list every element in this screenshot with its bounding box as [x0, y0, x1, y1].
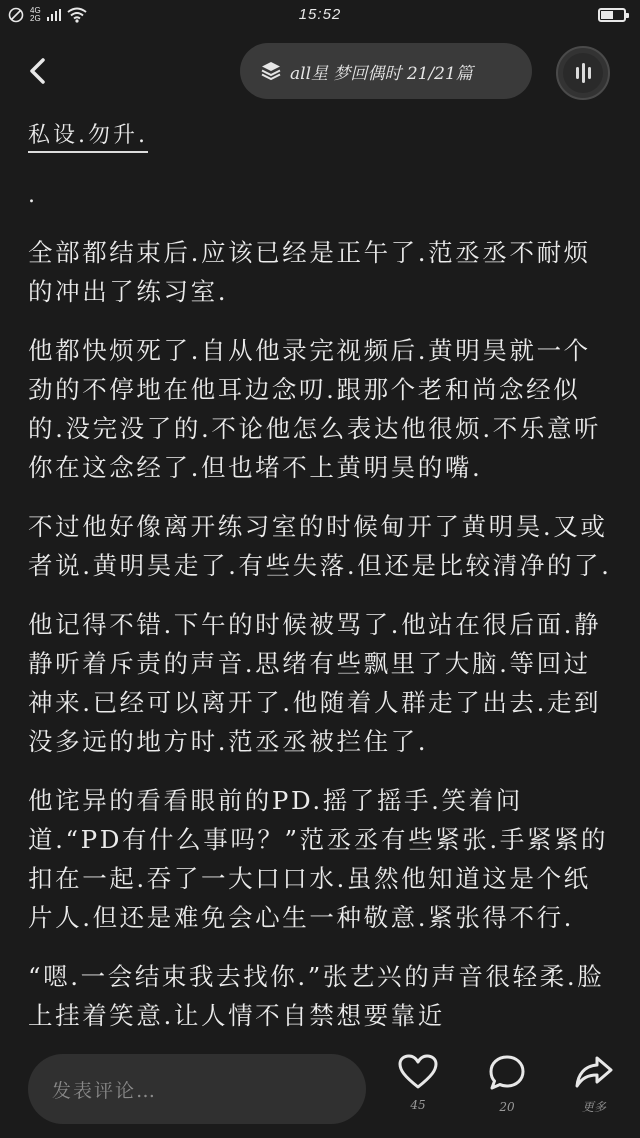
chevron-left-icon [28, 58, 46, 84]
article-paragraph: 他都快烦死了.自从他录完视频后.黄明昊就一个劲的不停地在他耳边念叨.跟那个老和尚念经似的.没完没了的.不论他怎么表达他很烦.不乐意听你在这念经了.但也堵不上黄明昊的嘴. [28, 336, 602, 482]
collection-title-pill[interactable] [240, 43, 532, 99]
heart-icon [398, 1054, 438, 1090]
article-body [28, 112, 612, 1040]
bottom-action-bar [0, 1040, 640, 1138]
audio-wave-icon [563, 53, 603, 93]
article-paragraph: “嗯.一会结束我去找你.”张艺兴的声音很轻柔.脸上挂着笑意.让人情不自禁想要靠近 [28, 962, 605, 1030]
status-time: 15:52 [298, 6, 342, 23]
battery-icon [598, 8, 626, 22]
status-bar [0, 0, 640, 34]
back-button[interactable] [22, 56, 52, 86]
comment-placeholder: 发表评论… [52, 1079, 158, 1102]
share-icon [574, 1054, 614, 1090]
share-button[interactable] [564, 1054, 624, 1115]
collection-title: all星 梦回偶时 21/21篇 [290, 63, 473, 84]
network-type-bottom: 2G [30, 14, 41, 23]
like-button[interactable] [388, 1054, 448, 1112]
battery-level [601, 11, 613, 19]
comment-input[interactable] [28, 1054, 366, 1124]
layers-icon [260, 60, 282, 82]
article-paragraph: 他诧异的看看眼前的PD.摇了摇手.笑着问道.“PD有什么事吗？”范丞丞有些紧张.手紧紧的扣在一起.吞了一大口口水.虽然他知道这是个纸片人.但还是难免会心生一种敬意.紧张得不行. [28, 786, 609, 932]
comment-button[interactable] [477, 1054, 537, 1114]
network-type-top: 4G [30, 6, 41, 15]
article-paragraph: 他记得不错.下午的时候被骂了.他站在很后面.静静听着斥责的声音.思绪有些飘里了大脑.等回过神来.已经可以离开了.他随着人群走了出去.走到没多远的地方时.范丞丞被拦住了. [28, 610, 602, 756]
article-paragraph: 不过他好像离开练习室的时候甸开了黄明昊.又或者说.黄明昊走了.有些失落.但还是比较清净的了. [28, 512, 612, 580]
audio-play-button[interactable] [556, 46, 610, 100]
like-count: 45 [410, 1098, 426, 1112]
article-note: 私设.勿升. [28, 118, 148, 153]
comment-bubble-icon [487, 1054, 527, 1092]
article-separator: . [28, 183, 35, 208]
comment-count: 20 [499, 1100, 515, 1114]
share-label: 更多 [581, 1100, 606, 1114]
article-paragraph: 全部都结束后.应该已经是正午了.范丞丞不耐烦的冲出了练习室. [28, 238, 591, 306]
